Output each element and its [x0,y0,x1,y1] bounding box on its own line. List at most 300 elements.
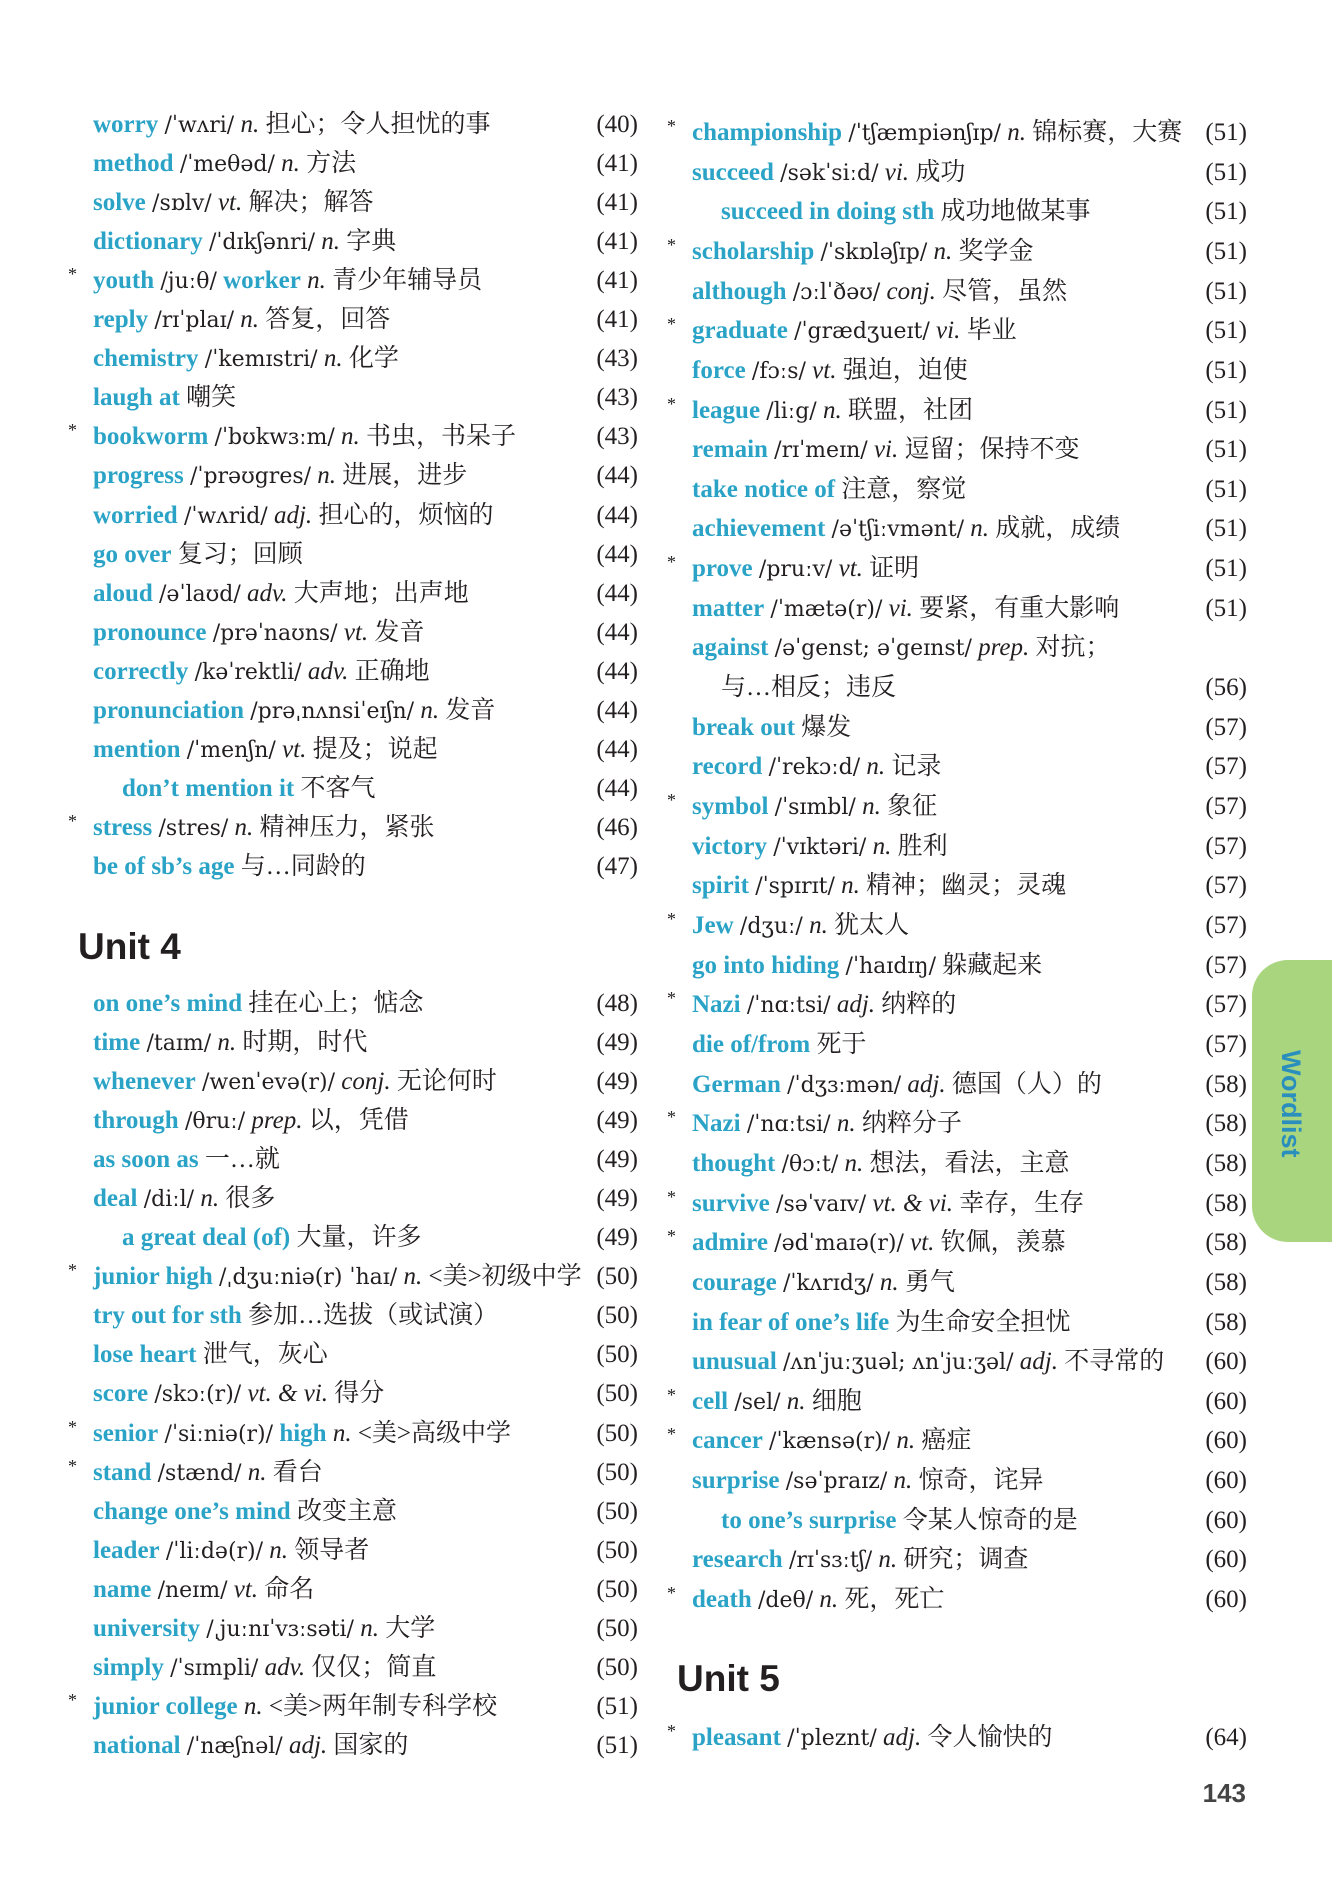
phonetic: /ˈwʌri/ [164,113,235,138]
page-ref: (58) [1205,1071,1247,1098]
page-ref: (51) [596,1732,638,1759]
part-of-speech: adv. [264,1654,306,1681]
definition: 泄气，灰心 [202,1341,328,1368]
phonetic: /ɔːlˈðəʊ/ [792,280,881,305]
entry-body [93,615,566,652]
entry-body [692,1225,1175,1262]
wordlist-entry [667,908,1247,944]
wordlist-entry [78,302,638,338]
core-word-star-icon: * [667,988,676,1008]
page-ref: (41) [596,228,638,255]
wordlist-entry [667,393,1247,429]
definition: 大学 [385,1615,436,1642]
entry-body [93,986,566,1022]
entry-body [93,107,566,144]
part-of-speech: adj. [273,502,313,529]
entry-body [692,1067,1175,1104]
entry-body [93,380,566,416]
definition: 令人愉快的 [927,1724,1053,1751]
page-ref: (51) [1205,357,1247,384]
phonetic: /səkˈsiːd/ [780,161,879,186]
core-word-star-icon: * [68,264,77,284]
headword: go over [93,541,172,568]
phonetic: /əˈgenst; əˈgeɪnst/ [774,636,972,661]
wordlist-entry [78,1142,638,1178]
definition: 领导者 [294,1537,370,1564]
page-ref: (44) [596,736,638,763]
definition: 改变主意 [296,1498,397,1525]
part-of-speech: n. [893,1467,913,1494]
wordlist-entry [68,419,638,455]
page-ref: (51) [1205,317,1247,344]
entry-body [93,849,566,885]
part-of-speech: n. [217,1029,237,1056]
page-ref: (40) [596,111,638,138]
definition: 发音 [445,697,496,724]
entry-body [692,1265,1175,1302]
definition: 担心；令人担忧的事 [265,111,491,138]
page-ref: (51) [1205,119,1247,146]
headword: victory [692,833,767,860]
definition: 犹太人 [834,912,910,939]
entry-body [692,1186,1175,1223]
wordlist-entry [677,1146,1247,1182]
phonetic: /pruːv/ [758,557,833,582]
entry-body [122,771,566,807]
wordlist-entry [78,849,638,885]
headword: admire [692,1229,768,1256]
wordlist-entry [677,591,1247,627]
part-of-speech: vi. [884,159,910,186]
phonetic: /ˈdɪkʃənri/ [208,230,316,255]
page-ref: (57) [1205,753,1247,780]
part-of-speech: n. [307,267,326,294]
definition: 胜利 [897,833,948,860]
page-ref: (41) [596,150,638,177]
page-ref: (57) [1205,1031,1247,1058]
phonetic: /prəˈnaʊns/ [212,621,338,646]
part-of-speech: n. [872,833,892,860]
definition: 参加…选拔（或试演） [248,1302,499,1329]
headword: German [692,1071,781,1098]
page-ref: (51) [1205,198,1247,225]
entry-body [93,419,566,456]
headword: be of sb’s age [93,853,235,880]
entry-body [93,1572,566,1609]
phonetic: /əˈlaʊd/ [159,582,241,607]
phonetic: /ˈmætə(r)/ [770,597,883,622]
definition: 担心的，烦恼的 [318,502,494,529]
headword: research [692,1546,783,1573]
page-ref: (50) [596,1380,638,1407]
headword: senior [93,1420,159,1447]
entry-body [692,987,1175,1024]
entry-body [93,537,566,573]
definition: 成功地做某事 [940,198,1091,225]
page-ref: (50) [596,1302,638,1329]
page-ref: (51) [1205,476,1247,503]
entry-body [692,115,1183,152]
wordlist-entry [677,472,1247,508]
headword: stress [93,814,153,841]
wordlist-entry [78,1376,638,1412]
page-ref: (60) [1205,1427,1247,1454]
part-of-speech: adj. [907,1071,946,1098]
wordlist-entry [68,810,638,846]
headword: dictionary [93,228,203,255]
phonetic: /səˈpraɪz/ [785,1469,888,1494]
page-ref: (50) [596,1654,638,1681]
core-word-star-icon: * [667,1107,676,1127]
phonetic: /ˈsiːniə(r)/ [164,1422,274,1447]
page-number: 143 [1202,1778,1246,1808]
definition: 要紧，有重大影响 [919,595,1120,622]
definition: 复习；回顾 [177,541,303,568]
definition: 幸存，生存 [959,1190,1085,1217]
phonetic: /ˈkænsə(r)/ [769,1429,891,1454]
page-ref: (50) [596,1459,638,1486]
headword: laugh at [93,384,180,411]
entry-body [93,732,566,769]
phonetic: /rɪˈsɜːtʃ/ [788,1548,873,1573]
entry-body [692,472,1175,508]
phonetic: /ˈtʃæmpiənʃɪp/ [848,121,1001,146]
phonetic: /ˈmeθəd/ [179,152,275,177]
core-word-star-icon: * [667,1424,676,1444]
headword: solve [93,189,146,216]
page-ref: (49) [596,1224,638,1251]
phonetic: /ˈkʌrɪdʒ/ [782,1271,874,1296]
headword: against [692,634,769,661]
part-of-speech: n. [317,462,337,489]
headword: worried [93,502,178,529]
definition: 字典 [346,228,397,255]
definition: 尽管，虽然 [942,278,1068,305]
wordlist-entry [677,630,1247,666]
part-of-speech: n. [247,1459,267,1486]
wordlist-entry [667,115,1247,151]
headword: courage [692,1269,777,1296]
headword: matter [692,595,765,622]
part-of-speech: vi. [888,595,913,622]
phonetic: /dʒuː/ [739,914,803,939]
page-ref: (43) [596,423,638,450]
entry-body [692,1720,1175,1757]
wordlist-entry [78,1533,638,1569]
headword: method [93,150,174,177]
page-ref: (58) [1205,1190,1247,1217]
part-of-speech: adj. [288,1732,328,1759]
entry-body [93,1103,566,1140]
headword: succeed in doing sth [721,198,935,225]
page-ref: (60) [1205,1388,1247,1415]
headword: succeed [692,159,774,186]
wordlist-entry [677,1027,1247,1063]
part-of-speech: adj. [883,1724,922,1751]
phonetic: /səˈvaɪv/ [776,1192,867,1217]
definition: 象征 [887,793,938,820]
part-of-speech: n. [234,814,254,841]
page-ref: (44) [596,462,638,489]
headword: surprise [692,1467,780,1494]
entry-body [692,1305,1175,1341]
page-ref: (46) [596,814,638,841]
headword: death [692,1586,752,1613]
entry-body [93,224,566,261]
headword: survive [692,1190,770,1217]
phonetic: /prəˌnʌnsiˈeɪʃn/ [250,699,415,724]
entry-body [692,749,1175,786]
wordlist-entry [667,1186,1247,1222]
entry-body [692,591,1175,628]
phonetic: /ˈsɪmpli/ [170,1656,259,1681]
definition: 挂在心上；惦念 [248,990,424,1017]
definition: 精神；幽灵；灵魂 [866,872,1067,899]
phonetic: /rɪˈmeɪn/ [774,438,868,463]
definition: 看台 [272,1459,323,1486]
phonetic: /ˈmenʃn/ [186,738,276,763]
wordlist-entry [78,537,638,573]
definition: 精神压力，紧张 [259,814,435,841]
headword: correctly [93,658,189,685]
wordlist-entry [78,576,638,612]
page-ref: (57) [1205,912,1247,939]
headword: leader [93,1537,160,1564]
part-of-speech: n. [269,1537,289,1564]
entry-body [692,432,1175,469]
definition: 大量，许多 [296,1224,422,1251]
entry-body [692,630,1175,667]
wordlist-entry [78,1494,638,1530]
core-word-star-icon: * [667,394,676,414]
headword: Nazi [692,1110,741,1137]
page-ref: (44) [596,697,638,724]
entry-body [692,155,1175,192]
definition: 提及；说起 [312,736,438,763]
definition: <美>初级中学 [428,1263,582,1290]
entry-body [692,1344,1175,1381]
page-ref: (60) [1205,1546,1247,1573]
wordlist-entry [667,1423,1247,1459]
entry-body [93,1064,566,1101]
wordlist-entry [667,313,1247,349]
wordlist-entry [78,1611,638,1647]
part-of-speech: n. [896,1427,916,1454]
phonetic: /rɪˈplaɪ/ [154,308,235,333]
wordlist-entry [78,1103,638,1139]
part-of-speech: n. [970,515,990,542]
definition: 命名 [264,1576,315,1603]
headword: deal [93,1185,138,1212]
wordlist-entry [78,458,638,494]
part-of-speech: vt. [233,1576,259,1603]
part-of-speech: conj. [341,1068,391,1095]
wordlist-entry [78,107,638,143]
part-of-speech: n. [281,150,300,177]
headword: unusual [692,1348,777,1375]
wordlist-entry [677,155,1247,191]
definition: 死于 [816,1031,867,1058]
phonetic: /ˈsɪmbl/ [774,795,856,820]
definition: 奖学金 [958,238,1034,265]
wordlist-entry [78,771,638,807]
part-of-speech: n. [822,397,842,424]
part-of-speech: n. [841,872,860,899]
definition: 一…就 [204,1146,280,1173]
phonetic: /ˈnɑːtsi/ [746,1112,831,1137]
phonetic: /wenˈevə(r)/ [202,1070,336,1095]
phonetic: /ˌdʒuːniə(r) ˈhaɪ/ [218,1265,398,1290]
headword: Nazi [692,991,741,1018]
page-ref: (51) [1205,159,1247,186]
wordlist-entry [677,511,1247,547]
entry-body [93,810,566,847]
part-of-speech: n. [1007,119,1026,146]
definition: 答复，回答 [265,306,391,333]
entry-body [692,1146,1175,1183]
wordlist-entry [677,1463,1247,1499]
wordlist-entry [78,1298,638,1334]
part-of-speech: n. [836,1110,856,1137]
wordlist-entry [68,1259,638,1295]
wordlist-entry [78,1337,638,1373]
phonetic: /θruː/ [184,1109,246,1134]
part-of-speech: vi. [873,436,899,463]
definition: 毕业 [966,317,1017,344]
definition: 细胞 [811,1388,862,1415]
wordlist-entry [667,789,1247,825]
wordlist-entry [677,1344,1247,1380]
wordlist-entry [677,948,1247,984]
wordlist-entry [78,986,638,1022]
wordlist-entry [667,1582,1247,1618]
page-ref: (51) [1205,555,1247,582]
headword: break out [692,714,796,741]
core-word-star-icon: * [667,552,676,572]
definition: 进展，进步 [342,462,468,489]
definition: 令某人惊奇的是 [902,1507,1078,1534]
wordlist-entry [677,194,1247,230]
wordlist-entry [677,1067,1247,1103]
definition: 国家的 [333,1732,409,1759]
page-ref: (51) [1205,515,1247,542]
page-ref: (60) [1205,1467,1247,1494]
headword: in fear of one’s life [692,1309,890,1336]
unit-heading: Unit 5 [677,1657,780,1699]
core-word-star-icon: * [667,790,676,810]
phonetic: /ˈbʊkwɜːm/ [214,425,335,450]
headword: pronounce [93,619,207,646]
page-ref: (50) [596,1537,638,1564]
headword: scholarship [692,238,815,265]
headword: worker [223,267,301,294]
part-of-speech: adv. [247,580,288,607]
phonetic: /ˈrekɔːd/ [768,755,861,780]
core-word-star-icon: * [667,1187,676,1207]
definition: 证明 [869,555,920,582]
entry-body [93,458,566,495]
definition: 躲藏起来 [942,952,1043,979]
definition: 研究；调查 [903,1546,1029,1573]
page-ref: (60) [1205,1507,1247,1534]
phonetic: /skɔː(r)/ [154,1382,242,1407]
definition: 纳粹的 [881,991,957,1018]
part-of-speech: n. [240,306,260,333]
entry-body [692,908,1175,945]
part-of-speech: adv. [307,658,349,685]
phonetic: /θɔːt/ [781,1152,839,1177]
page-ref: (58) [1205,1309,1247,1336]
definition: 逗留；保持不变 [904,436,1080,463]
page-ref: (60) [1205,1586,1247,1613]
core-word-star-icon: * [667,909,676,929]
part-of-speech: n. [809,912,828,939]
definition: 以，凭借 [308,1107,409,1134]
part-of-speech: n. [341,423,360,450]
entry-body [721,1503,1175,1539]
headword: bookworm [93,423,209,450]
core-word-star-icon: * [68,1260,77,1280]
definition: 为生命安全担忧 [895,1309,1071,1336]
headword: junior college [93,1693,238,1720]
definition: 死，死亡 [844,1586,945,1613]
definition: 大声地；出声地 [293,580,469,607]
page-ref: (50) [596,1420,638,1447]
definition: 勇气 [904,1269,955,1296]
phonetic: /ˈnɑːtsi/ [746,993,831,1018]
entry-body [692,829,1175,866]
page-ref: (57) [1205,991,1247,1018]
part-of-speech: vt. [812,357,837,384]
wordlist-entry [677,274,1247,310]
headword: simply [93,1654,164,1681]
entry-body [93,576,566,613]
entry-body [692,353,1175,390]
page-ref: (50) [596,1576,638,1603]
definition: 成功 [915,159,966,186]
headword: high [279,1420,327,1447]
headword: time [93,1029,141,1056]
wordlist-entry [677,710,1247,746]
headword: league [692,397,761,424]
phonetic: /ˈpleznt/ [787,1726,877,1751]
page-ref: (56) [1205,674,1247,701]
definition: 与…相反；违反 [721,674,897,701]
entry-body [93,1142,566,1178]
part-of-speech: vt. [910,1229,935,1256]
entry-body [93,654,566,691]
entry-body [93,1533,566,1570]
entry-body [692,511,1175,548]
wordlist-entry [78,693,638,729]
definition: 对抗； [1035,634,1111,661]
wordlist-entry [78,1572,638,1608]
phonetic: /ˈspɪrɪt/ [755,874,835,899]
definition: 仅仅；简直 [311,1654,437,1681]
wordlist-entry [78,1064,638,1100]
entry-body [93,1337,566,1373]
definition: 成就，成绩 [995,515,1121,542]
phonetic: /ˈdʒɜːmən/ [787,1073,902,1098]
part-of-speech: conj. [886,278,936,305]
headword: score [93,1380,149,1407]
headword: progress [93,462,184,489]
headword: die of/from [692,1031,811,1058]
phonetic: /ˈliːdə(r)/ [165,1539,264,1564]
part-of-speech: vt. [343,619,369,646]
side-tab-label: Wordlist [1276,1050,1306,1158]
phonetic: /ˈhaɪdɪŋ/ [845,954,937,979]
